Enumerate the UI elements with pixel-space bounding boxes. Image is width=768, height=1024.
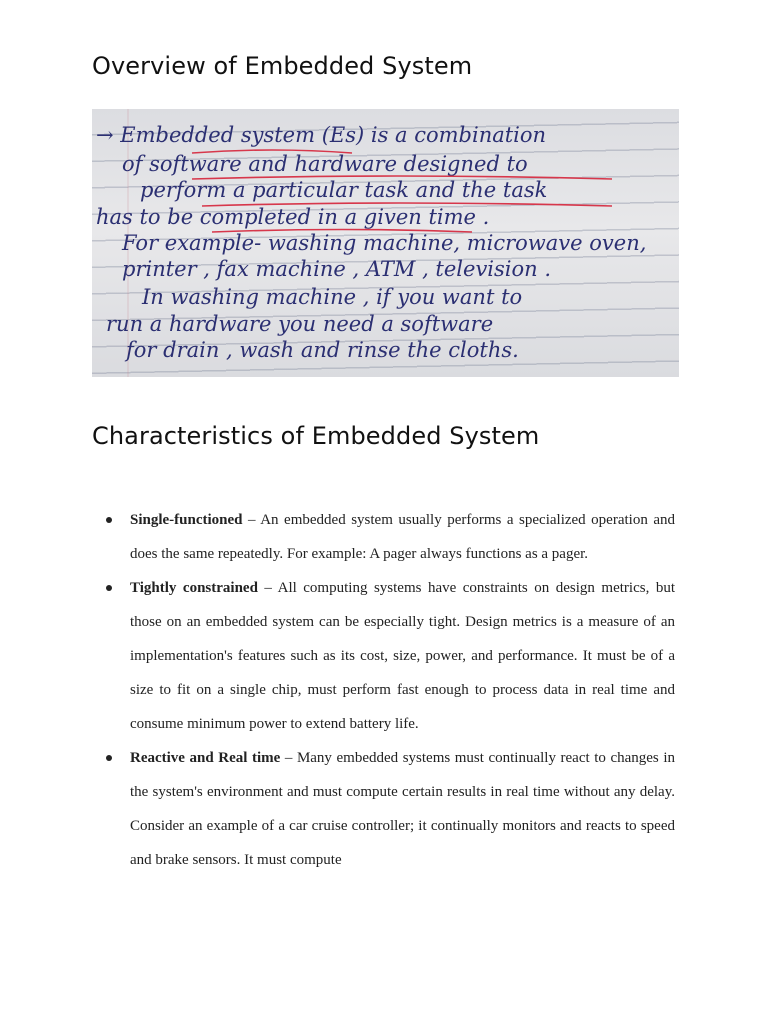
overview-heading: Overview of Embedded System xyxy=(92,52,473,80)
characteristics-list xyxy=(130,503,675,877)
handwritten-notes-image xyxy=(92,109,679,377)
description: All computing systems have constraints on design metrics, but those on an embedded system can be especially tight. Design metrics is a measure of an implementation's features such as its cost, size, power, and performance. It must be of a size to fit on a single chip, must perform fast enough to process data in real time and consume minimum power to extend battery life. xyxy=(130,580,675,732)
term: Reactive and Real time xyxy=(130,750,281,766)
dash: – xyxy=(280,750,297,766)
notes-svg xyxy=(92,109,679,377)
note-line: of software and hardware designed to xyxy=(122,152,528,176)
list-item xyxy=(130,741,675,877)
note-line: for drain , wash and rinse the cloths. xyxy=(126,338,519,362)
term: Single-functioned xyxy=(130,512,243,528)
description: An embedded system usually performs a specialized operation and does the same repeatedly. For example: A pager always functions as a pager. xyxy=(130,512,675,562)
note-line: has to be completed in a given time . xyxy=(96,205,490,229)
term: Tightly constrained xyxy=(130,580,258,596)
bullet-icon xyxy=(106,517,112,523)
note-line: In washing machine , if you want to xyxy=(142,285,523,309)
dash: – xyxy=(257,580,278,596)
description: Many embedded systems must continually react to changes in the system's environment and must compute certain results in real time without any delay. Consider an example of a car cruise controller; it continually monitors and reacts to speed and brake sensors. It must compute xyxy=(130,750,675,868)
note-line: printer , fax machine , ATM , television . xyxy=(122,257,552,281)
characteristics-heading: Characteristics of Embedded System xyxy=(92,422,540,450)
bullet-icon xyxy=(106,585,112,591)
bullet-icon xyxy=(106,755,112,761)
list-item xyxy=(130,503,675,571)
list-item xyxy=(130,571,675,741)
dash: – xyxy=(242,512,261,528)
note-line: → Embedded system (Es) is a combination xyxy=(96,123,547,147)
note-line: run a hardware you need a software xyxy=(106,312,494,336)
note-line: For example- washing machine, microwave oven, xyxy=(122,231,647,255)
note-line: perform a particular task and the task xyxy=(140,178,548,202)
